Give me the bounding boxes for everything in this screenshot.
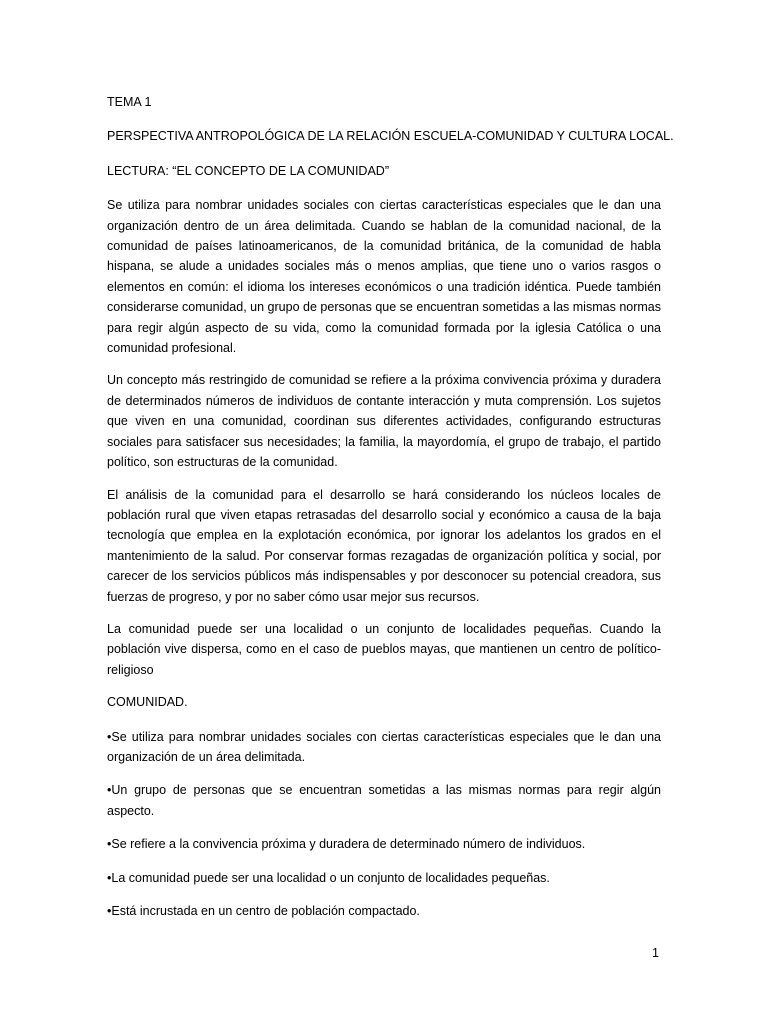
paragraph: Un concepto más restringido de comunidad se refiere a la próxima convivencia próxima y duradera de determinados números de individuos de contante interacción y muta comprensión. Los sujetos que viven en una comunidad, coordinan sus diferentes actividades, configurando estructuras sociales para satisfacer sus necesidades; la familia, la mayordomía, el grupo de trabajo, el partido político, son estructuras de la comunidad. bbox=[107, 373, 661, 470]
bullet-item: •Se refiere a la convivencia próxima y duradera de determinado número de individuos. bbox=[107, 837, 586, 852]
document-title: PERSPECTIVA ANTROPOLÓGICA DE LA RELACIÓN ESCUELA-COMUNIDAD Y CULTURA LOCAL. bbox=[107, 129, 674, 144]
page-number: 1 bbox=[652, 946, 659, 960]
paragraph: El análisis de la comunidad para el desarrollo se hará considerando los núcleos locales de población rural que viven etapas retrasadas del desarrollo social y económico a causa de la baja tecnología que emplea en la explotación económica, por ignorar los adelantos los grados en el mantenimiento de la salud. Por conservar formas rezagadas de organización política y social, por carecer de los servicios públicos más indispensables y por desconocer su potencial creadora, sus fuerzas de progreso, y por no saber cómo usar mejor sus recursos. bbox=[107, 487, 661, 604]
topic-heading: TEMA 1 bbox=[107, 95, 152, 109]
section-heading: COMUNIDAD. bbox=[107, 695, 188, 710]
reading-heading: LECTURA: “EL CONCEPTO DE LA COMUNIDAD” bbox=[107, 163, 389, 178]
bullet-item: •Un grupo de personas que se encuentran sometidas a las mismas normas para regir algún aspecto. bbox=[107, 783, 661, 818]
bullet-item: •La comunidad puede ser una localidad o un conjunto de localidades pequeñas. bbox=[107, 870, 550, 885]
bullet-item: •Se utiliza para nombrar unidades sociales con ciertas características especiales que le dan una organización de un área delimitada. bbox=[107, 729, 661, 764]
bullet-item: •Está incrustada en un centro de población compactado. bbox=[107, 904, 420, 918]
page-content bbox=[107, 92, 674, 934]
paragraph: Se utiliza para nombrar unidades sociales con ciertas características especiales que le dan una organización dentro de un área delimitada. Cuando se hablan de la comunidad nacional, de la comunidad de países latinoamericanos, de la comunidad británica, de la comunidad de habla hispana, se alude a unidades sociales más o menos amplias, que tiene uno o varios rasgos o elementos en común: el idioma los intereses económicos o una tradición idéntica. Puede también considerarse comunidad, un grupo de personas que se encuentran sometidas a las mismas normas para regir algún aspecto de su vida, como la comunidad formada por la iglesia Católica o una comunidad profesional. bbox=[107, 198, 661, 356]
paragraph: La comunidad puede ser una localidad o un conjunto de localidades pequeñas. Cuando la población vive dispersa, como en el caso de pueblos mayas, que mantienen un centro de político-religioso bbox=[107, 621, 661, 677]
